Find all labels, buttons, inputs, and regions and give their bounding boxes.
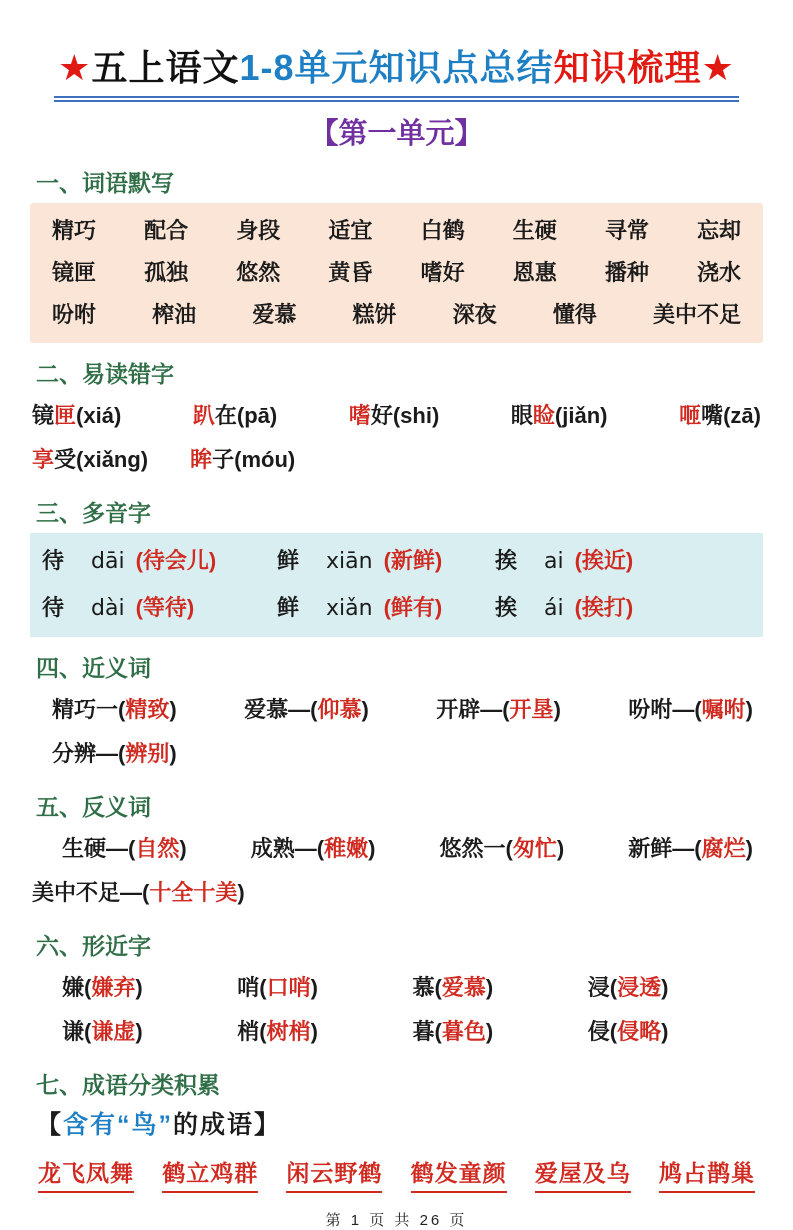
dictation-word-box [30,203,763,343]
pair-answer: 树梢 [266,1019,311,1044]
dictation-word: 嗜好 [420,260,465,285]
dictation-word: 忘却 [696,218,741,243]
polyphonic-char: 待 [42,548,65,573]
polyphonic-gloss: (挨近) [574,548,634,573]
polyphonic-gloss: (挨打) [574,595,634,620]
similar-pair [413,966,588,1010]
polyphonic-gloss: (新鲜) [383,548,443,573]
dictation-word: 镜匣 [52,260,97,285]
dictation-word: 美中不足 [652,302,741,327]
synonyms-row [52,688,753,732]
idiom-category [36,1105,793,1141]
worksheet-page [0,40,793,1229]
polyphonic-char: 待 [42,595,65,620]
idiom-item: 爱屋及乌 [535,1155,631,1193]
pair-left: 美中不足—( [32,880,150,905]
page-title [0,40,793,102]
synonyms-row [52,732,761,776]
title-part-blue: 1-8单元知识点总结 [239,47,554,88]
pair-right: ) [310,1019,318,1044]
idiom-category-rest: 的成语 [173,1111,255,1139]
similar-pair [413,1010,588,1054]
pair-right: ) [661,975,669,1000]
polyphonic-entry [42,585,277,632]
page-title-text [54,40,739,102]
dictation-row [52,252,741,294]
misread-post: (xiá) [76,403,122,428]
pair-right: ) [556,836,565,861]
polyphonic-entry [277,538,495,585]
pair-right: ) [237,880,245,905]
misread-item [32,438,148,482]
polyphonic-entry [42,538,277,585]
section-antonyms-heading: 五、反义词 [36,794,151,820]
misread-post: 好(shi) [370,403,440,428]
page-number: 第 1 页 共 26 页 [325,1212,468,1229]
misread-post: 在(pā) [214,403,278,428]
synonym-pair [436,688,561,732]
pair-left: 精巧一( [52,697,126,722]
pair-left: 生硬—( [62,836,136,861]
dictation-word: 榨油 [152,302,197,327]
pair-right: ) [368,836,376,861]
misread-line [32,438,761,482]
similar-row [62,966,763,1010]
pair-answer: 暮色 [441,1019,486,1044]
pair-right: ) [361,697,369,722]
pair-left: 吩咐—( [628,697,702,722]
pair-right: ) [553,697,561,722]
misread-highlight-char: 眸 [190,447,213,472]
unit-subtitle: 【第一单元】 [309,118,484,150]
pair-answer: 十全十美 [149,880,238,905]
dictation-word: 恩惠 [512,260,557,285]
synonym-pair [52,741,177,766]
dictation-word: 懂得 [552,302,597,327]
polyphonic-char: 挨 [495,548,518,573]
idiom-item: 闲云野鹤 [286,1155,382,1193]
polyphonic-char: 鲜 [277,548,300,573]
pair-answer: 稚嫩 [324,836,369,861]
pair-left: 哨( [237,975,267,1000]
polyphonic-entry [495,585,751,632]
similar-row [62,1010,763,1054]
title-part-black: 五上语文 [91,47,240,88]
dictation-word: 深夜 [452,302,497,327]
section-misread-heading: 二、易读错字 [36,361,174,387]
polyphonic-gloss: (等待) [135,595,195,620]
similar-pair [588,1010,763,1054]
pair-right: ) [135,1019,143,1044]
pair-right: ) [485,1019,494,1044]
dictation-word: 浇水 [696,260,741,285]
pair-left: 成熟—( [250,836,325,861]
pair-left: 梢( [237,1019,267,1044]
polyphonic-entry [277,585,495,632]
similar-pair [62,1010,237,1054]
misread-highlight-char: 咂 [679,403,702,428]
misread-highlight-char: 睑 [532,403,555,428]
pair-left: 分辨—( [52,741,126,766]
dictation-word: 白鹤 [420,218,465,243]
misread-post: 嘴(zā) [701,403,761,428]
pair-right: ) [135,975,143,1000]
idiom-item: 鹤立鸡群 [162,1155,258,1193]
pair-answer: 辨别 [125,741,170,766]
dictation-word: 适宜 [328,218,373,243]
misread-highlight-char: 享 [32,447,55,472]
pair-answer: 自然 [135,836,180,861]
polyphonic-box [30,533,763,637]
pair-right: ) [745,836,753,861]
idiom-item: 鹤发童颜 [411,1155,507,1193]
star-icon: ★ [701,47,735,88]
polyphonic-gloss: (待会儿) [135,548,217,573]
misread-pre: 镜 [32,403,55,428]
pair-left: 嫌( [62,975,92,1000]
dictation-word: 生硬 [512,218,557,243]
pair-left: 慕( [412,975,442,1000]
polyphonic-char: 挨 [495,595,518,620]
pair-answer: 嘱咐 [701,697,746,722]
section-dictation-heading: 一、词语默写 [36,170,174,196]
pair-answer: 侵略 [617,1019,662,1044]
idiom-category-keyword: 含有“鸟” [63,1111,174,1139]
bracket-close: 】 [254,1111,282,1139]
pair-left: 暮( [412,1019,442,1044]
antonyms-row [32,871,761,915]
pair-answer: 仰慕 [317,697,362,722]
bracket-open: 【 [36,1111,64,1139]
pair-left: 浸( [587,975,618,1000]
polyphonic-row [42,538,751,585]
misread-item [511,394,608,438]
section-idioms-heading: 七、成语分类积累 [36,1072,220,1098]
antonym-pair [251,827,376,871]
pair-left: 侵( [587,1019,618,1044]
dictation-word: 孤独 [144,260,189,285]
misread-highlight-char: 匣 [54,403,77,428]
pair-right: ) [169,697,177,722]
section-synonyms-heading: 四、近义词 [36,655,151,681]
pair-answer: 开垦 [509,697,554,722]
polyphonic-pinyin: dài [91,596,125,621]
misread-item [349,394,439,438]
pair-left: 爱慕—( [244,697,318,722]
misread-post: 受(xiǎng) [54,447,149,472]
dictation-word: 播种 [604,260,649,285]
similar-pair [237,966,412,1010]
pair-answer: 口哨 [266,975,311,1000]
polyphonic-char: 鲜 [277,595,300,620]
pair-right: ) [661,1019,669,1044]
antonym-pair [628,827,753,871]
misread-item [193,394,277,438]
pair-right: ) [169,741,177,766]
pair-right: ) [179,836,187,861]
polyphonic-pinyin: ái [544,596,564,621]
dictation-word: 悠然 [236,260,281,285]
misread-line [32,394,761,438]
pair-answer: 嫌弃 [91,975,136,1000]
title-part-red: 知识梳理 [553,47,702,88]
dictation-word: 爱慕 [252,302,297,327]
pair-answer: 精致 [125,697,170,722]
synonym-pair [244,688,369,732]
misread-item [679,394,761,438]
misread-item [32,394,121,438]
pair-left: 新鲜—( [628,836,702,861]
antonym-pair [32,880,245,905]
pair-answer: 谦虚 [91,1019,136,1044]
pair-right: ) [745,697,753,722]
misread-highlight-char: 趴 [192,403,215,428]
dictation-word: 身段 [236,218,281,243]
idiom-list [38,1155,755,1193]
misread-post: 子(móu) [212,447,296,472]
star-icon: ★ [58,47,92,88]
synonym-pair [52,688,177,732]
section-polyphonic-heading: 三、多音字 [36,500,151,526]
idiom-item: 鸠占鹊巢 [659,1155,755,1193]
similar-pair [588,966,763,1010]
similar-pair [237,1010,412,1054]
pair-answer: 匆忙 [512,836,557,861]
pair-answer: 腐烂 [701,836,746,861]
misread-pre: 眼 [510,403,533,428]
polyphonic-row [42,585,751,632]
pair-answer: 爱慕 [441,975,486,1000]
misread-post: (jiǎn) [554,403,608,428]
polyphonic-pinyin: ai [544,549,564,574]
polyphonic-pinyin: xiǎn [326,596,373,621]
dictation-word: 寻常 [604,218,649,243]
section-similar-heading: 六、形近字 [36,933,151,959]
pair-left: 悠然一( [439,836,513,861]
polyphonic-pinyin: xiān [326,549,373,574]
pair-right: ) [310,975,318,1000]
pair-left: 谦( [62,1019,92,1044]
dictation-word: 吩咐 [52,302,97,327]
polyphonic-entry [495,538,751,585]
synonym-pair [628,688,753,732]
similar-pair [62,966,237,1010]
antonyms-row [62,827,753,871]
dictation-word: 黄昏 [328,260,373,285]
dictation-row [52,210,741,252]
idiom-item: 龙飞凤舞 [38,1155,134,1193]
pair-answer: 浸透 [617,975,662,1000]
dictation-word: 配合 [144,218,189,243]
dictation-word: 精巧 [52,218,97,243]
misread-item [190,438,295,482]
antonym-pair [440,827,565,871]
misread-highlight-char: 嗜 [348,403,371,428]
dictation-word: 糕饼 [352,302,397,327]
polyphonic-pinyin: dāi [91,549,125,574]
polyphonic-gloss: (鲜有) [383,595,443,620]
antonym-pair [62,827,187,871]
dictation-row [52,294,741,336]
pair-right: ) [485,975,494,1000]
pair-left: 开辟—( [436,697,510,722]
